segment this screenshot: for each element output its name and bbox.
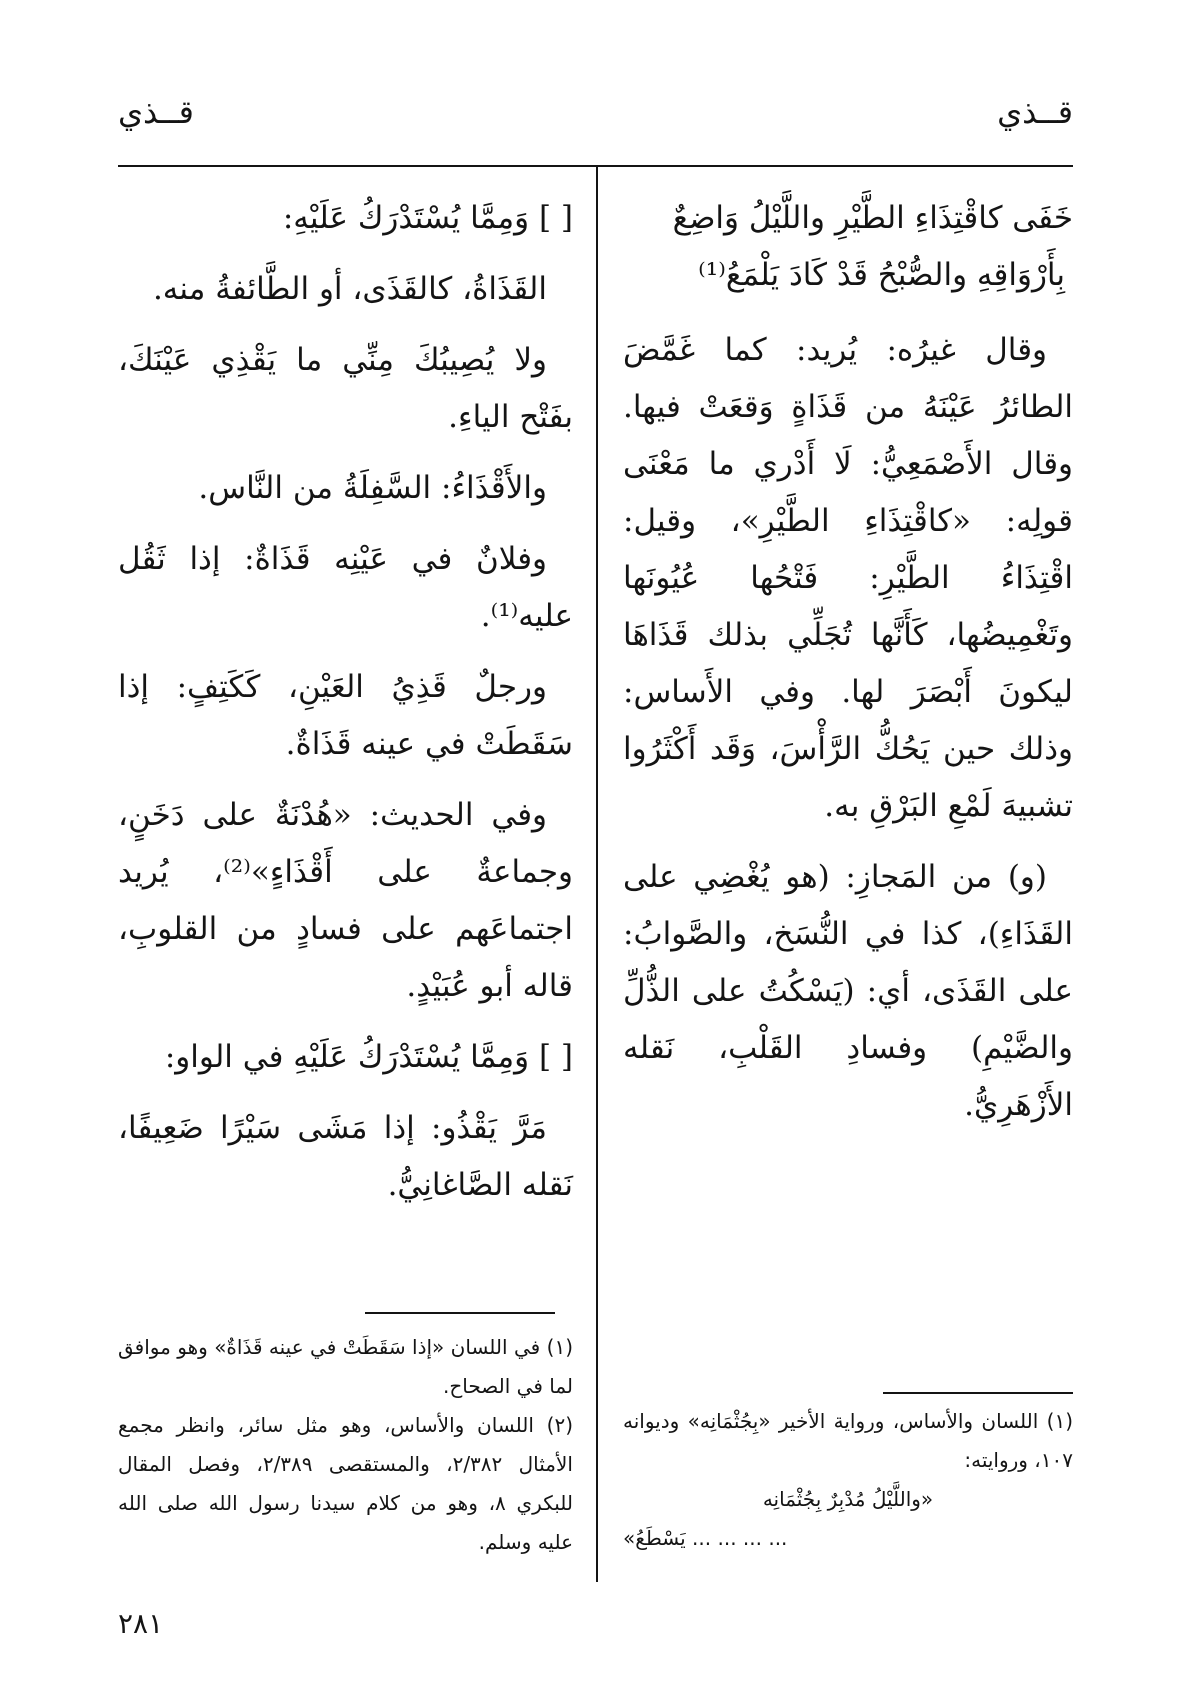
left-paragraph-7: وفي الحديث: «هُدْنَةٌ على دَخَنٍ، وجماعةٌ على أَقْذَاءٍ»⁽²⁾، يُريد اجتماعَهم على فسادٍ من القلوبِ، قاله أبو عُبَيْدٍ. xyxy=(118,797,573,1004)
column-divider xyxy=(596,166,598,1582)
footnotes-left xyxy=(118,1328,573,1562)
left-paragraph-9: مَرَّ يَقْذُو: إذا مَشَى سَيْرًا ضَعِيفًا، نَقله الصَّاغانِيُّ. xyxy=(118,1110,573,1203)
footnote-rule-left xyxy=(365,1312,555,1314)
right-column xyxy=(623,190,1073,1148)
verse-line-2: بِأَرْوَاقِهِ والصُّبْحُ قَدْ كَادَ يَلْمَعُ⁽¹⁾ xyxy=(698,257,1065,293)
verse-line-1: خَفَى كاقْتِذَاءِ الطَّيْرِ واللَّيْلُ وَاضِعٌ xyxy=(672,200,1073,236)
left-paragraph-1: [ ] وَمِمَّا يُسْتَدْرَكُ عَلَيْهِ: xyxy=(282,200,573,236)
footnote-left-2: (٢) اللسان والأساس، وهو مثل سائر، وانظر مجمع الأمثال ٢/٣٨٢، والمستقصى ٢/٣٨٩، وفصل المقال للبكري ٨، وهو من كلام سيدنا رسول الله صلى الله عليه وسلم. xyxy=(118,1413,574,1554)
left-paragraph-3: ولا يُصِيبُكَ مِنِّي ما يَقْذِي عَيْنَكَ، بفَتْح الياءِ. xyxy=(118,342,573,435)
left-paragraph-6: ورجلٌ قَذِيُ العَيْنِ، كَكَتِفٍ: إذا سَقَطَتْ في عينه قَذَاةٌ. xyxy=(118,669,573,762)
footnote-left-1: (١) في اللسان «إذا سَقَطَتْ في عينه قَذَاةٌ» وهو موافق لما في الصحاح. xyxy=(118,1335,573,1398)
footnote-right-verse-1: «واللَّيْلُ مُدْبِرٌ بِجُثْمَانِه xyxy=(762,1487,934,1511)
left-paragraph-5: وفلانٌ في عَيْنِه قَذَاةٌ: إذا ثَقُل عليه⁽¹⁾. xyxy=(118,541,573,634)
left-paragraph-8: [ ] وَمِمَّا يُسْتَدْرَكُ عَلَيْهِ في الواو: xyxy=(164,1039,573,1075)
left-column xyxy=(118,190,573,1228)
footnote-right-1: (١) اللسان والأساس، ورواية الأخير «بِجُثْمَانِه» وديوانه ١٠٧، وروايته: xyxy=(623,1409,1073,1472)
footnote-rule-right xyxy=(883,1392,1073,1394)
left-paragraph-4: والأَقْذَاءُ: السَّفِلَةُ من النَّاس. xyxy=(198,470,547,506)
right-paragraph-1: وقال غيرُه: يُريد: كما غَمَّضَ الطائرُ عَيْنَهُ من قَذَاةٍ وَقعَتْ فيها. وقال الأَصْمَعِيُّ: لَا أَدْري ما مَعْنَى قولِه: «كاقْتِذَاءِ الطَّيْرِ»، وقيل: اقْتِذَاءُ الطَّيْرِ: فَتْحُها عُيُونَها وتَغْمِيضُها، كَأَنَّها تُجَلِّي بذلك قَذَاهَا ليكونَ أَبْصَرَ لها. وفي الأَساس: وذلك حين يَحُكُّ الرَّأْسَ، وَقَد أَكْثَرُوا تشبيهَ لَمْعِ البَرْقِ به. xyxy=(623,332,1073,824)
page-number: ٢٨١ xyxy=(118,1607,164,1640)
footnote-right-verse-2: ... ... ... ... يَسْطَعُ» xyxy=(623,1526,788,1550)
footnotes-right xyxy=(623,1402,1073,1558)
left-paragraph-2: القَذَاةُ، كالقَذَى، أو الطَّائفةُ منه. xyxy=(152,271,547,307)
running-header-right: قــذي xyxy=(997,93,1073,131)
running-header-left: قــذي xyxy=(118,93,194,131)
right-paragraph-2: (و) من المَجازِ: (هو يُغْضِي على القَذَاءِ)، كذا في النُّسَخ، والصَّوابُ: على القَذَى، أي: (يَسْكُتُ على الذُّلِّ والضَّيْمِ) وفسادِ القَلْبِ، نَقله الأَزْهَرِيُّ. xyxy=(623,859,1073,1123)
